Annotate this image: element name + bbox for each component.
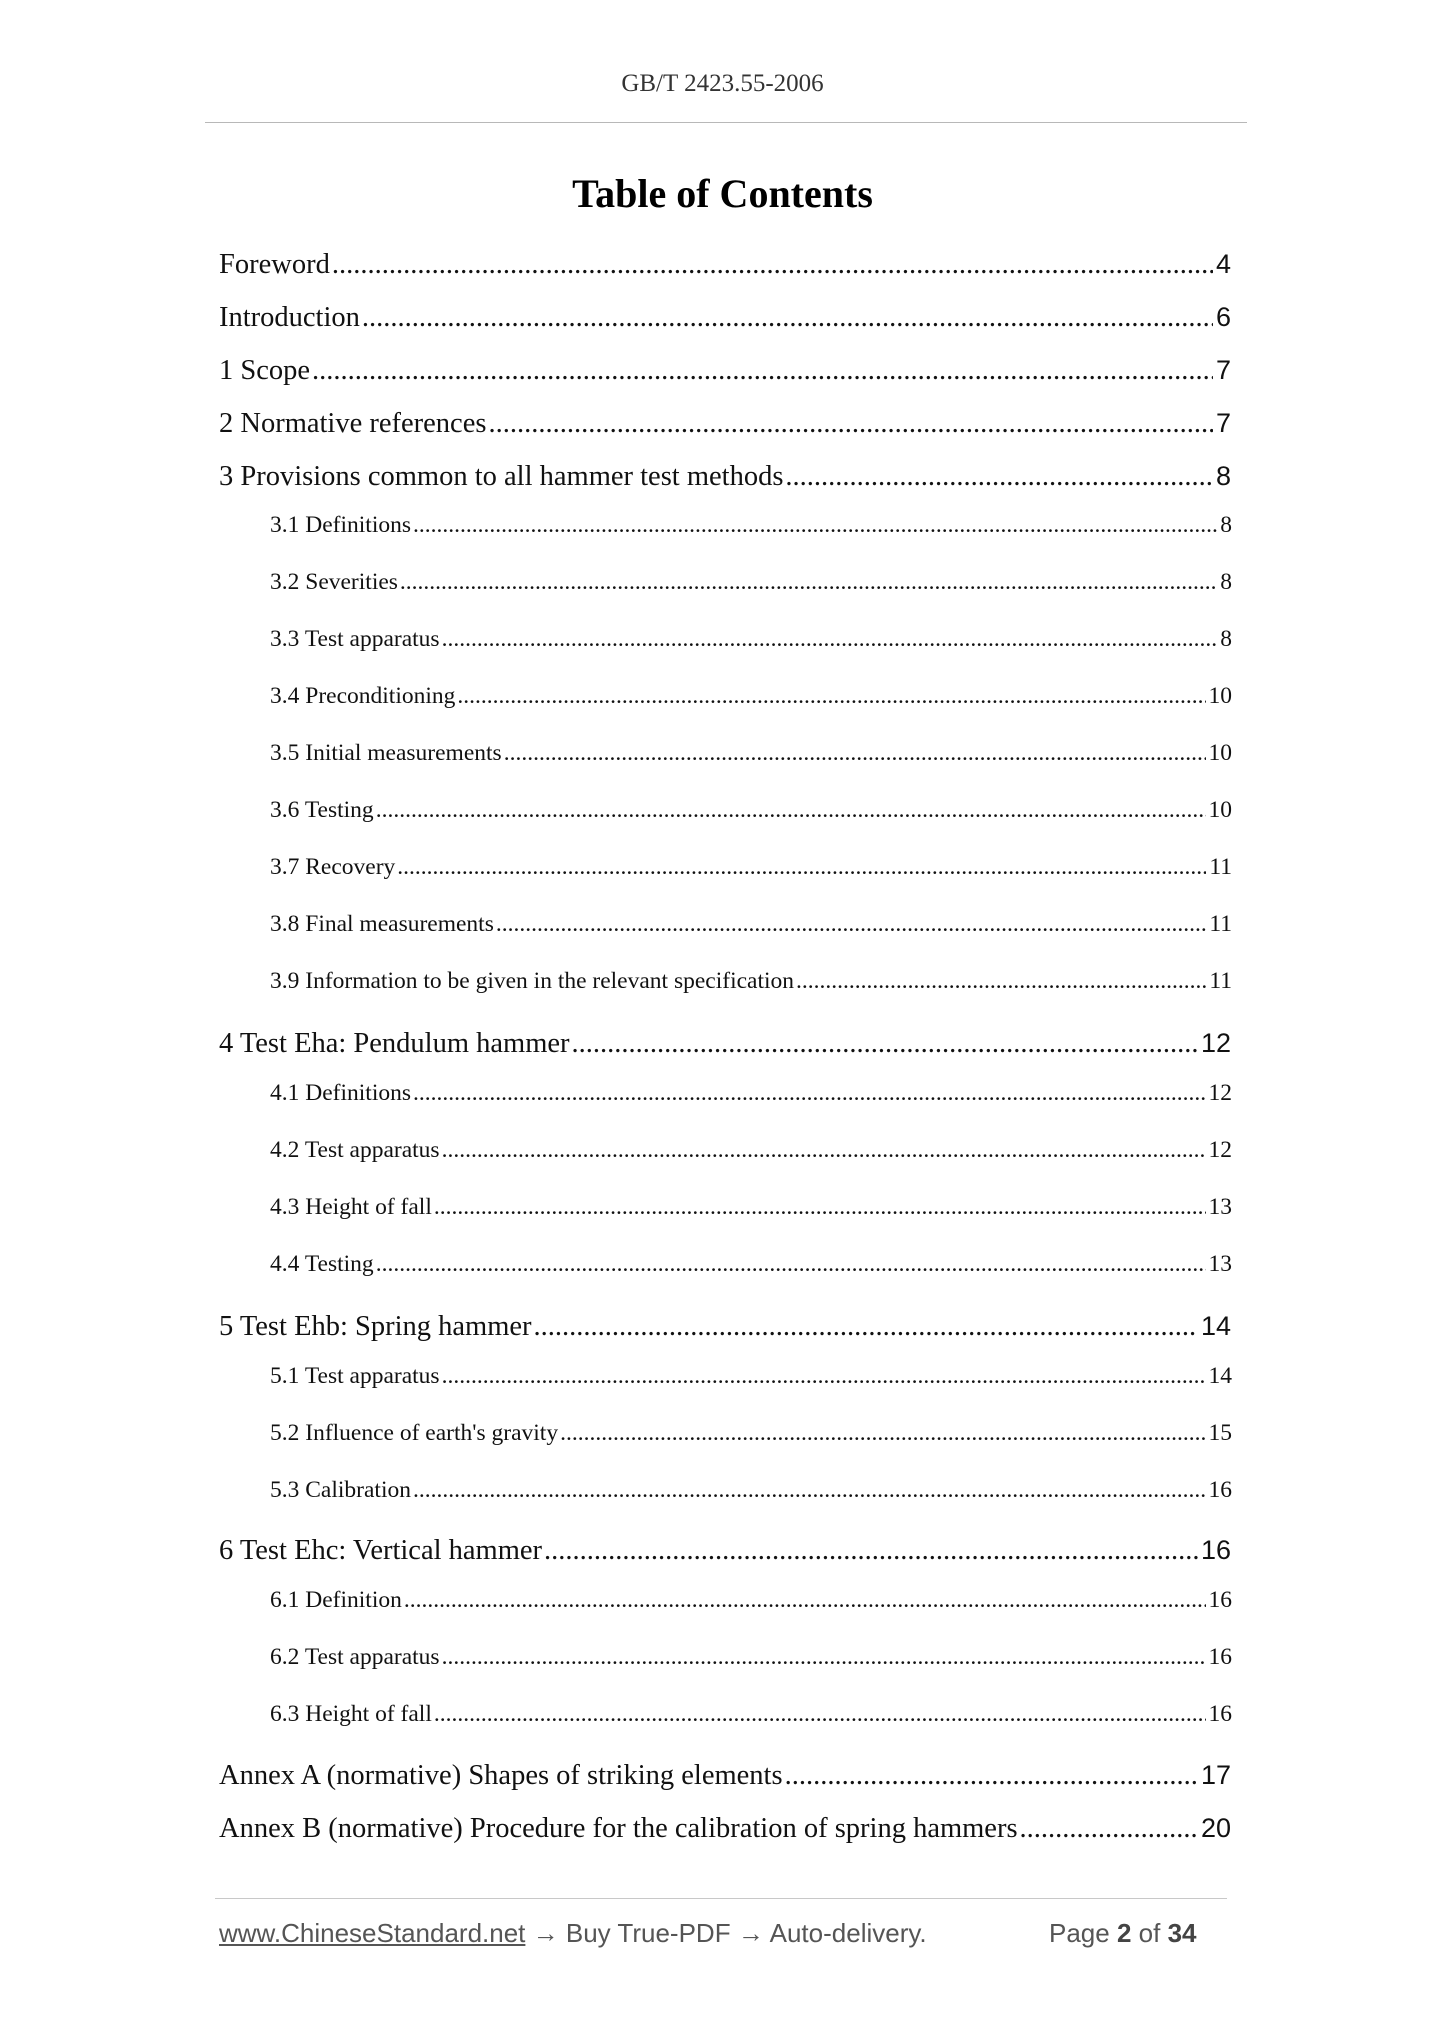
arrow-right-icon: → bbox=[737, 1918, 764, 1948]
toc-entry-3-2[interactable] bbox=[270, 569, 1232, 596]
toc-page-number: 7 bbox=[1215, 355, 1231, 385]
toc-page-number: 20 bbox=[1200, 1813, 1231, 1843]
toc-entry-label: 4 Test Eha: Pendulum hammer bbox=[219, 1028, 570, 1059]
toc-entry-section-5[interactable] bbox=[219, 1311, 1231, 1343]
toc-leader-dots bbox=[360, 302, 1213, 334]
toc-entry-label: 3.1 Definitions bbox=[270, 512, 411, 538]
document-code-header: GB/T 2423.55-2006 bbox=[621, 70, 824, 97]
toc-entry-label: 6.2 Test apparatus bbox=[270, 1644, 440, 1670]
toc-page-number: 13 bbox=[1208, 1194, 1232, 1220]
toc-entry-annex-b[interactable] bbox=[219, 1813, 1231, 1845]
toc-entry-label: 4.2 Test apparatus bbox=[270, 1137, 440, 1163]
toc-entry-6-2[interactable] bbox=[270, 1644, 1232, 1671]
toc-entry-4-3[interactable] bbox=[270, 1194, 1232, 1221]
toc-page-number: 7 bbox=[1215, 408, 1231, 438]
toc-entry-foreword[interactable] bbox=[219, 249, 1231, 281]
toc-entry-label: Introduction bbox=[219, 302, 360, 333]
toc-entry-introduction[interactable] bbox=[219, 302, 1231, 334]
toc-leader-dots bbox=[1018, 1813, 1198, 1845]
toc-page-number: 10 bbox=[1208, 740, 1232, 766]
toc-leader-dots bbox=[411, 1080, 1206, 1107]
toc-page-number: 16 bbox=[1208, 1477, 1232, 1503]
toc-page-number: 8 bbox=[1220, 626, 1232, 652]
toc-entry-label: 6.1 Definition bbox=[270, 1587, 402, 1613]
toc-leader-dots bbox=[455, 683, 1205, 710]
toc-leader-dots bbox=[486, 408, 1213, 440]
toc-leader-dots bbox=[310, 355, 1213, 387]
toc-leader-dots bbox=[440, 626, 1218, 653]
toc-entry-annex-a[interactable] bbox=[219, 1760, 1231, 1792]
toc-entry-section-3[interactable] bbox=[219, 461, 1231, 493]
toc-entry-label: 3.3 Test apparatus bbox=[270, 626, 440, 652]
toc-leader-dots bbox=[411, 1477, 1206, 1504]
toc-entry-5-2[interactable] bbox=[270, 1420, 1232, 1447]
toc-leader-dots bbox=[783, 1760, 1198, 1792]
toc-leader-dots bbox=[502, 740, 1206, 767]
toc-entry-4-4[interactable] bbox=[270, 1251, 1232, 1278]
toc-page-number: 10 bbox=[1208, 683, 1232, 709]
page-indicator bbox=[1049, 1918, 1197, 1949]
toc-entry-6-1[interactable] bbox=[270, 1587, 1232, 1614]
toc-page-number: 11 bbox=[1209, 911, 1232, 937]
toc-entry-label: 3.5 Initial measurements bbox=[270, 740, 502, 766]
toc-page-number: 14 bbox=[1208, 1363, 1232, 1389]
toc-entry-section-4[interactable] bbox=[219, 1028, 1231, 1060]
toc-page-number: 10 bbox=[1208, 797, 1232, 823]
toc-entry-3-9[interactable] bbox=[270, 968, 1232, 995]
toc-page-number: 8 bbox=[1215, 461, 1231, 491]
toc-entry-label: 4.3 Height of fall bbox=[270, 1194, 432, 1220]
toc-entry-label: 3.2 Severities bbox=[270, 569, 398, 595]
toc-page-number: 17 bbox=[1200, 1760, 1231, 1790]
toc-leader-dots bbox=[398, 569, 1217, 596]
toc-entry-label: 5.3 Calibration bbox=[270, 1477, 411, 1503]
toc-page-number: 12 bbox=[1208, 1080, 1232, 1106]
toc-entry-4-1[interactable] bbox=[270, 1080, 1232, 1107]
toc-entry-label: 5.1 Test apparatus bbox=[270, 1363, 440, 1389]
toc-entry-3-4[interactable] bbox=[270, 683, 1232, 710]
footer-promo bbox=[219, 1918, 927, 1949]
toc-leader-dots bbox=[542, 1535, 1198, 1567]
auto-delivery-text: Auto-delivery. bbox=[769, 1918, 927, 1948]
total-pages-number: 34 bbox=[1167, 1918, 1197, 1948]
toc-leader-dots bbox=[532, 1311, 1198, 1343]
toc-entry-4-2[interactable] bbox=[270, 1137, 1232, 1164]
toc-page-number: 16 bbox=[1208, 1701, 1232, 1727]
toc-leader-dots bbox=[440, 1137, 1206, 1164]
toc-leader-dots bbox=[783, 461, 1213, 493]
toc-entry-label: Annex A (normative) Shapes of striking elements bbox=[219, 1760, 783, 1791]
toc-leader-dots bbox=[558, 1420, 1205, 1447]
toc-entry-3-8[interactable] bbox=[270, 911, 1232, 938]
toc-entry-label: 2 Normative references bbox=[219, 408, 487, 439]
arrow-right-icon: → bbox=[532, 1918, 559, 1948]
toc-page-number: 12 bbox=[1200, 1028, 1231, 1058]
toc-page-number: 14 bbox=[1200, 1311, 1231, 1341]
buy-true-pdf-text: Buy True-PDF bbox=[565, 1918, 731, 1948]
footer-divider bbox=[215, 1898, 1227, 1899]
toc-entry-section-6[interactable] bbox=[219, 1535, 1231, 1567]
toc-leader-dots bbox=[432, 1701, 1206, 1728]
toc-entry-3-1[interactable] bbox=[270, 512, 1232, 539]
toc-page-number: 15 bbox=[1208, 1420, 1232, 1446]
toc-entry-label: 5 Test Ehb: Spring hammer bbox=[219, 1311, 532, 1342]
header-divider bbox=[205, 122, 1247, 123]
toc-leader-dots bbox=[374, 1251, 1206, 1278]
toc-entry-normative-references[interactable] bbox=[219, 408, 1231, 440]
toc-leader-dots bbox=[411, 512, 1217, 539]
toc-entry-label: 6.3 Height of fall bbox=[270, 1701, 432, 1727]
toc-entry-label: 1 Scope bbox=[219, 355, 311, 386]
toc-page-number: 16 bbox=[1200, 1535, 1231, 1565]
toc-entry-label: 3.8 Final measurements bbox=[270, 911, 494, 937]
toc-entry-label: 3.9 Information to be given in the relevant specification bbox=[270, 968, 795, 994]
toc-entry-label: Annex B (normative) Procedure for the calibration of spring hammers bbox=[219, 1813, 1018, 1844]
toc-leader-dots bbox=[440, 1363, 1206, 1390]
toc-page-number: 13 bbox=[1208, 1251, 1232, 1277]
toc-entry-3-6[interactable] bbox=[270, 797, 1232, 824]
toc-entry-label: 3.6 Testing bbox=[270, 797, 374, 823]
toc-page-number: 16 bbox=[1208, 1587, 1232, 1613]
toc-leader-dots bbox=[794, 968, 1206, 995]
toc-page-number: 8 bbox=[1220, 569, 1232, 595]
toc-entry-label: 4.4 Testing bbox=[270, 1251, 374, 1277]
toc-leader-dots bbox=[570, 1028, 1198, 1060]
toc-page-number: 12 bbox=[1208, 1137, 1232, 1163]
toc-leader-dots bbox=[374, 797, 1206, 824]
toc-page-number: 11 bbox=[1209, 968, 1232, 994]
website-link[interactable]: www.ChineseStandard.net bbox=[219, 1918, 526, 1948]
page-footer bbox=[219, 1918, 1231, 1958]
toc-entry-3-3[interactable] bbox=[270, 626, 1232, 653]
current-page-number: 2 bbox=[1116, 1918, 1132, 1948]
page-title: Table of Contents bbox=[572, 171, 873, 216]
toc-leader-dots bbox=[402, 1587, 1206, 1614]
toc-entry-scope[interactable] bbox=[219, 355, 1231, 387]
toc-page-number: 4 bbox=[1215, 249, 1231, 279]
toc-leader-dots bbox=[432, 1194, 1206, 1221]
toc-page-number: 16 bbox=[1208, 1644, 1232, 1670]
toc-leader-dots bbox=[494, 911, 1207, 938]
of-label: of bbox=[1138, 1918, 1161, 1948]
toc-page-number: 11 bbox=[1209, 854, 1232, 880]
toc-page-number: 8 bbox=[1220, 512, 1232, 538]
toc-entry-label: Foreword bbox=[219, 249, 330, 280]
toc-entry-5-1[interactable] bbox=[270, 1363, 1232, 1390]
toc-leader-dots bbox=[330, 249, 1213, 281]
toc-entry-3-7[interactable] bbox=[270, 854, 1232, 881]
toc-leader-dots bbox=[440, 1644, 1206, 1671]
toc-leader-dots bbox=[395, 854, 1206, 881]
toc-entry-label: 4.1 Definitions bbox=[270, 1080, 411, 1106]
toc-entry-label: 6 Test Ehc: Vertical hammer bbox=[219, 1535, 543, 1566]
toc-entry-5-3[interactable] bbox=[270, 1477, 1232, 1504]
toc-entry-label: 5.2 Influence of earth's gravity bbox=[270, 1420, 559, 1446]
page-label: Page bbox=[1049, 1918, 1110, 1948]
toc-entry-6-3[interactable] bbox=[270, 1701, 1232, 1728]
toc-entry-label: 3.7 Recovery bbox=[270, 854, 396, 880]
toc-entry-3-5[interactable] bbox=[270, 740, 1232, 767]
toc-page-number: 6 bbox=[1215, 302, 1231, 332]
toc-entry-label: 3.4 Preconditioning bbox=[270, 683, 456, 709]
toc-entry-label: 3 Provisions common to all hammer test methods bbox=[219, 461, 784, 492]
